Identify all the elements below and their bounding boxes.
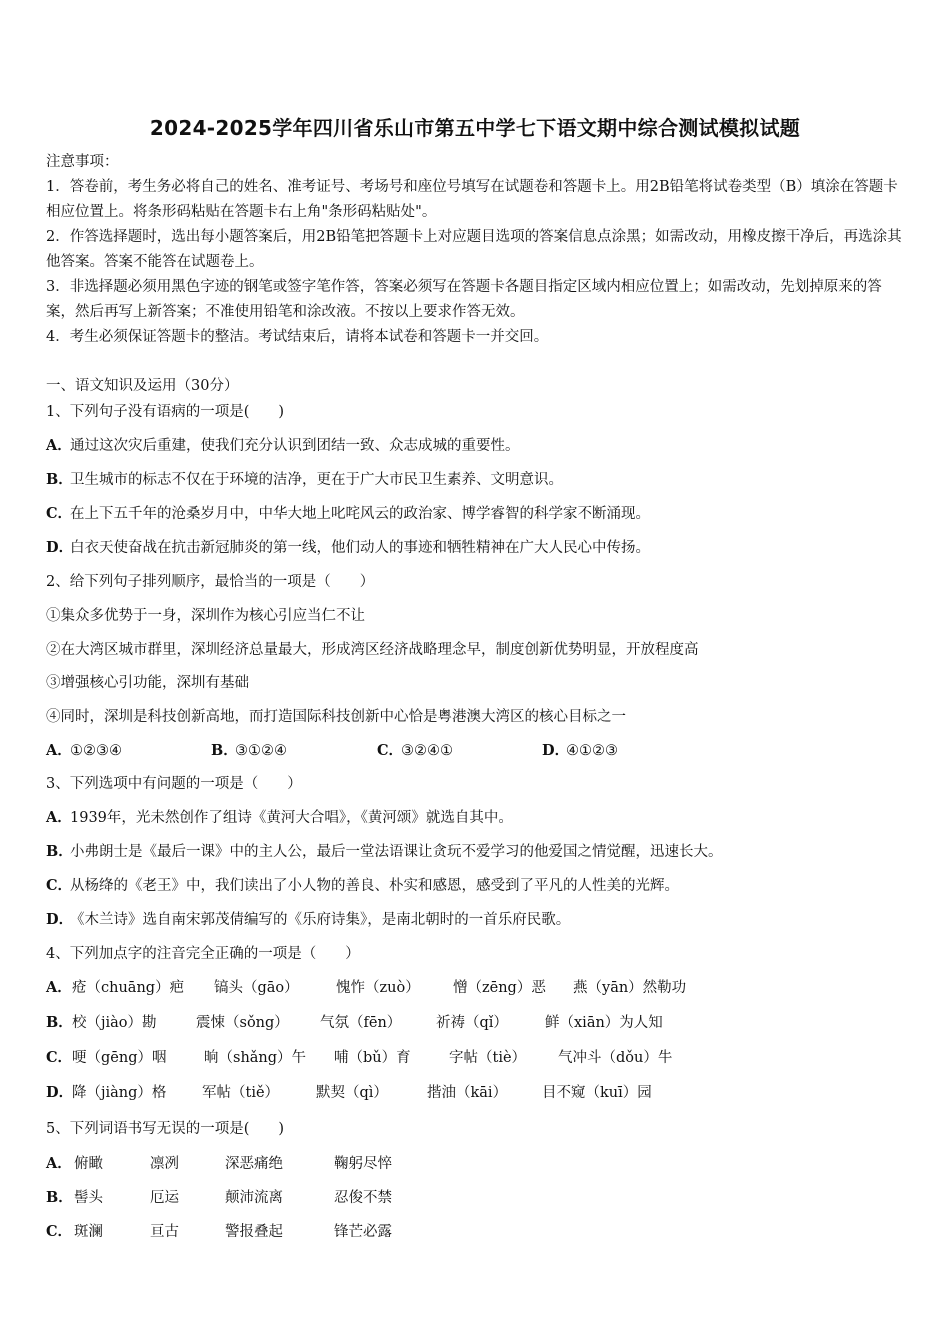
pinyin-item: 祈祷（qǐ） [436, 1015, 508, 1031]
word-item: 警报叠起 [225, 1224, 283, 1240]
option-text: 小弗朗士是《最后一课》中的主人公，最后一堂法语课让贪玩不爱学习的他爱国之情觉醒，迅速长大。 [70, 844, 723, 860]
q4-option-c [46, 1046, 906, 1066]
option-label: C． [46, 505, 73, 522]
option-label: B． [46, 843, 73, 860]
question-5-stem: 5、下列词语书写无误的一项是( ) [46, 1121, 285, 1137]
pinyin-item: 字帖（tiè） [449, 1050, 527, 1066]
word-item: 鞠躬尽悴 [334, 1156, 392, 1172]
pinyin-item: 憎（zēng）恶 [453, 980, 546, 996]
option-text: 《木兰诗》选自南宋郭茂倩编写的《乐府诗集》，是南北朝时的一首乐府民歌。 [70, 912, 571, 928]
q2-option-d [542, 739, 618, 760]
pinyin-item: 疮（chuāng）疤 [72, 980, 185, 996]
option-text: 卫生城市的标志不仅在于环境的洁净，更在于广大市民卫生素养、文明意识。 [70, 472, 563, 488]
q2-option-a [46, 739, 122, 760]
option-label: D． [542, 742, 570, 759]
q3-option-b [46, 840, 723, 861]
q2-sentence: ①集众多优势于一身，深圳作为核心引应当仁不让 [46, 608, 365, 624]
option-label-cell [46, 1081, 74, 1102]
q3-option-a [46, 806, 513, 827]
section-heading: 一、语文知识及运用（30分） [46, 378, 239, 394]
word-item: 俯瞰 [74, 1156, 103, 1172]
option-label: A． [46, 437, 72, 454]
option-label: B． [46, 471, 73, 488]
pinyin-item: 校（jiào）勘 [72, 1015, 157, 1031]
notice-item: 4．考生必须保证答题卡的整洁。考试结束后，请将本试卷和答题卡一并交回。 [46, 329, 549, 345]
q2-option-b [211, 739, 287, 760]
q3-option-c [46, 874, 679, 895]
option-label-cell [46, 1186, 73, 1207]
option-label: D． [46, 911, 74, 928]
pinyin-item: 军帖（tiě） [202, 1085, 280, 1101]
q1-option-a [46, 434, 520, 455]
option-label: A． [46, 1155, 72, 1172]
q5-option-b [46, 1186, 906, 1206]
q2-option-c [377, 739, 453, 760]
option-label-cell [46, 976, 70, 997]
pinyin-item: 气氛（fēn） [320, 1015, 402, 1031]
question-4-stem: 4、下列加点字的注音完全正确的一项是（ ） [46, 946, 360, 962]
option-label: C． [377, 742, 404, 759]
pinyin-item: 晌（shǎng）午 [204, 1050, 307, 1066]
option-label: C． [46, 1049, 73, 1066]
q1-option-d [46, 536, 650, 557]
question-2-stem: 2、给下列句子排列顺序，最恰当的一项是（ ） [46, 574, 375, 590]
option-label: D． [46, 539, 74, 556]
option-label: A． [46, 979, 72, 996]
q3-option-d [46, 908, 570, 929]
pinyin-item: 默契（qì） [316, 1085, 388, 1101]
option-text: ③①②④ [235, 743, 287, 759]
notice-item: 3．非选择题必须用黑色字迹的钢笔或签字笔作答，答案必须写在答题卡各题目指定区域内相应位置上；如需改动，先划掉原来的答案，然后再写上新答案；不准使用铅笔和涂改液。不按以上要求作答无效。 [46, 279, 882, 320]
page-title: 2024-2025学年四川省乐山市第五中学七下语文期中综合测试模拟试题 [149, 116, 801, 140]
pinyin-item: 震悚（sǒng） [196, 1015, 289, 1031]
word-item: 忍俊不禁 [334, 1190, 392, 1206]
option-text: ①②③④ [70, 743, 122, 759]
pinyin-item: 哽（gēng）咽 [72, 1050, 167, 1066]
option-label: B． [46, 1189, 73, 1206]
q2-sentence: ②在大湾区城市群里，深圳经济总量最大，形成湾区经济战略理念早，制度创新优势明显，开放程度高 [46, 642, 699, 658]
option-label-cell [46, 1220, 73, 1241]
word-item: 厄运 [150, 1190, 179, 1206]
word-item: 斑澜 [74, 1224, 103, 1240]
pinyin-item: 镐头（gāo） [214, 980, 299, 996]
pinyin-item: 鲜（xiān）为人知 [545, 1015, 663, 1031]
q2-sentence: ④同时，深圳是科技创新高地，而打造国际科技创新中心恰是粤港澳大湾区的核心目标之一 [46, 709, 626, 725]
word-item: 髻头 [74, 1190, 103, 1206]
option-label: A． [46, 809, 72, 826]
word-item: 亘古 [150, 1224, 179, 1240]
option-label: D． [46, 1084, 74, 1101]
question-3-stem: 3、下列选项中有问题的一项是（ ） [46, 776, 302, 792]
option-text: 从杨绛的《老王》中，我们读出了小人物的善良、朴实和感恩，感受到了平凡的人性美的光辉。 [70, 878, 679, 894]
q2-sentence: ③增强核心引功能，深圳有基础 [46, 675, 249, 691]
pinyin-item: 愧怍（zuò） [336, 980, 420, 996]
option-label-cell [46, 1011, 73, 1032]
q4-option-a [46, 976, 906, 996]
notice-item: 2．作答选择题时，选出每小题答案后，用2B铅笔把答题卡上对应题目选项的答案信息点涂黑；如需改动，用橡皮擦干净后，再选涂其他答案。答案不能答在试题卷上。 [46, 229, 902, 270]
option-label-cell [46, 1152, 70, 1173]
q4-option-b [46, 1011, 906, 1031]
option-text: 1939年，光未然创作了组诗《黄河大合唱》，《黄河颂》就选自其中。 [70, 810, 513, 826]
option-label: C． [46, 877, 73, 894]
option-label: B． [211, 742, 238, 759]
option-label: C． [46, 1223, 73, 1240]
notice-heading: 注意事项： [46, 154, 119, 170]
option-label: B． [46, 1014, 73, 1031]
q5-option-c [46, 1220, 906, 1240]
pinyin-item: 气冲斗（dǒu）牛 [558, 1050, 673, 1066]
option-text: ④①②③ [566, 743, 618, 759]
notice-block [46, 150, 908, 350]
q1-option-c [46, 502, 650, 523]
option-text: 在上下五千年的沧桑岁月中，中华大地上叱咤风云的政治家、博学睿智的科学家不断涌现。 [70, 506, 650, 522]
option-text: ③②④① [401, 743, 453, 759]
option-label: A． [46, 742, 72, 759]
option-text: 白衣天使奋战在抗击新冠肺炎的第一线，他们动人的事迹和牺牲精神在广大人民心中传扬。 [70, 540, 650, 556]
word-item: 凛冽 [150, 1156, 179, 1172]
q5-option-a [46, 1152, 906, 1172]
notice-item: 1．答卷前，考生务必将自己的姓名、准考证号、考场号和座位号填写在试题卷和答题卡上。用2B铅笔将试卷类型（B）填涂在答题卡相应位置上。将条形码粘贴在答题卡右上角"条形码粘贴处"。 [46, 179, 898, 220]
pinyin-item: 揩油（kāi） [427, 1085, 508, 1101]
pinyin-item: 哺（bǔ）育 [334, 1050, 411, 1066]
q1-option-b [46, 468, 563, 489]
word-item: 深恶痛绝 [225, 1156, 283, 1172]
question-1-stem: 1、下列句子没有语病的一项是( ) [46, 404, 285, 420]
q4-option-d [46, 1081, 906, 1101]
option-label-cell [46, 1046, 73, 1067]
q2-options-row [46, 739, 906, 759]
pinyin-item: 目不窥（kuī）园 [542, 1085, 652, 1101]
pinyin-item: 燕（yān）然勒功 [573, 980, 687, 996]
word-item: 锋芒必露 [334, 1224, 392, 1240]
option-text: 通过这次灾后重建，使我们充分认识到团结一致、众志成城的重要性。 [70, 438, 520, 454]
pinyin-item: 降（jiàng）格 [72, 1085, 167, 1101]
word-item: 颠沛流离 [225, 1190, 283, 1206]
